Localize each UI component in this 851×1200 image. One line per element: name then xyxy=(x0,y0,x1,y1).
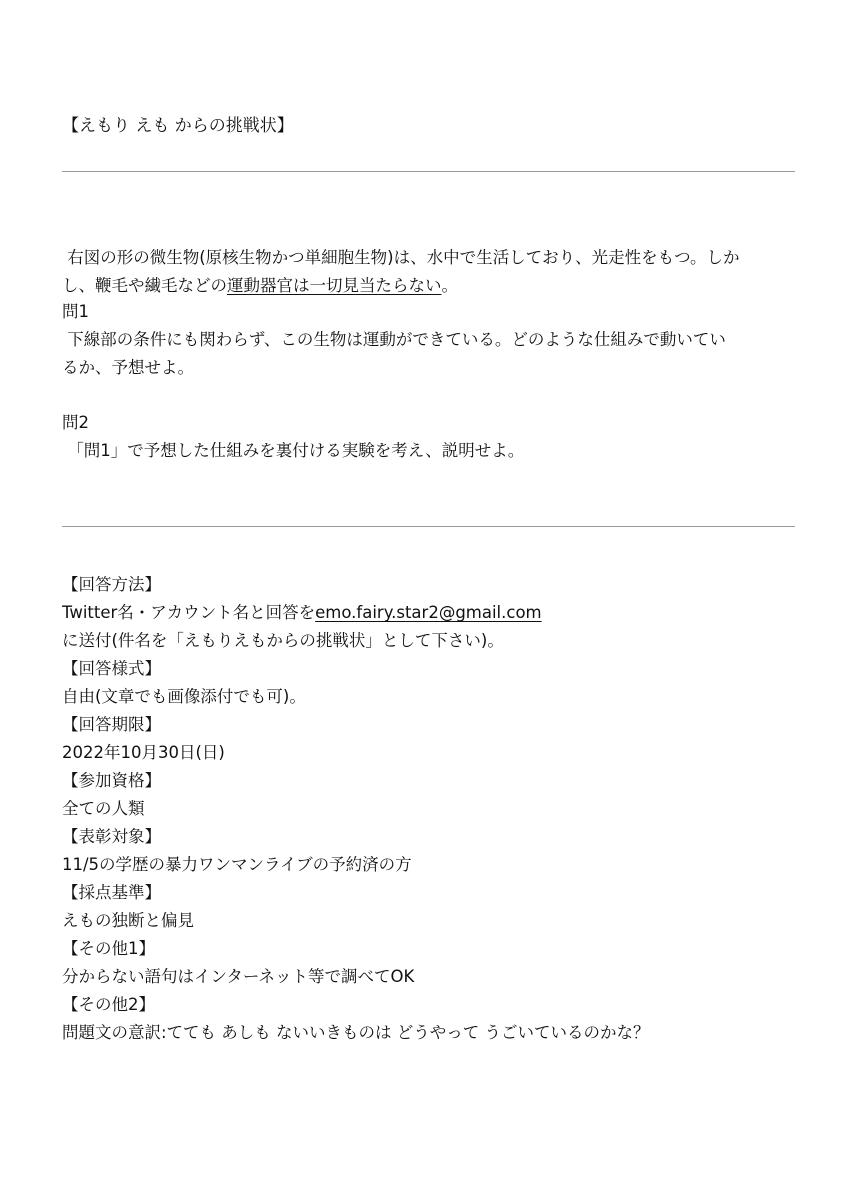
top-divider xyxy=(62,171,795,172)
email-link[interactable]: emo.fairy.star2@gmail.com xyxy=(315,603,542,622)
intro-line-2 xyxy=(62,272,802,300)
question-1-line-2: るか、予想せよ。 xyxy=(62,358,194,377)
method-prefix: Twitter名・アカウント名と回答を xyxy=(62,603,316,622)
method-line-2: に送付(件名を「えもりえもからの挑戦状」として下さい)。 xyxy=(62,631,504,650)
intro-paragraph xyxy=(62,244,802,300)
award-text: 11/5の学歴の暴力ワンマンライブの予約済の方 xyxy=(62,855,412,874)
criteria-heading: 【採点基準】 xyxy=(62,883,161,902)
intro-line-1-text: 右図の形の微生物(原核生物かつ単細胞生物)は、水中で生活しており、光走性をもつ。しか xyxy=(67,248,740,267)
format-text: 自由(文章でも画像添付でも可)。 xyxy=(62,687,306,706)
intro-line-1 xyxy=(62,244,802,272)
question-1-text xyxy=(62,326,802,382)
criteria-text: えもの独断と偏見 xyxy=(62,911,194,930)
deadline-text: 2022年10月30日(日) xyxy=(62,743,225,762)
format-heading: 【回答様式】 xyxy=(62,659,161,678)
method-line-1 xyxy=(62,599,542,627)
middle-divider xyxy=(62,526,795,527)
question-2-label: 問2 xyxy=(62,413,89,432)
award-heading: 【表彰対象】 xyxy=(62,827,161,846)
intro-line-2-prefix: し、鞭毛や繊毛などの xyxy=(62,276,227,295)
question-1-line-1: 下線部の条件にも関わらず、この生物は運動ができている。どのような仕組みで動いてい xyxy=(67,330,726,349)
question-2-text xyxy=(62,437,802,465)
other-1-text: 分からない語句はインターネット等で調べてOK xyxy=(62,967,415,986)
eligibility-heading: 【参加資格】 xyxy=(62,771,161,790)
other-2-heading: 【その他2】 xyxy=(62,995,155,1014)
question-1-label: 問1 xyxy=(62,302,89,321)
intro-line-2-suffix: 。 xyxy=(441,276,458,295)
page-title: 【えもり えも からの挑戦状】 xyxy=(62,116,294,136)
other-1-heading: 【その他1】 xyxy=(62,939,155,958)
other-2-text: 問題文の意訳:てても あしも ないいきものは どうやって うごいているのかな？ xyxy=(62,1023,650,1042)
deadline-heading: 【回答期限】 xyxy=(62,715,161,734)
underlined-condition: 運動器官は一切見当たらない xyxy=(227,276,442,295)
question-2-line-1: 「問1」で予想した仕組みを裏付ける実験を考え、説明せよ。 xyxy=(67,441,525,460)
eligibility-text: 全ての人類 xyxy=(62,799,145,818)
method-heading: 【回答方法】 xyxy=(62,575,161,594)
